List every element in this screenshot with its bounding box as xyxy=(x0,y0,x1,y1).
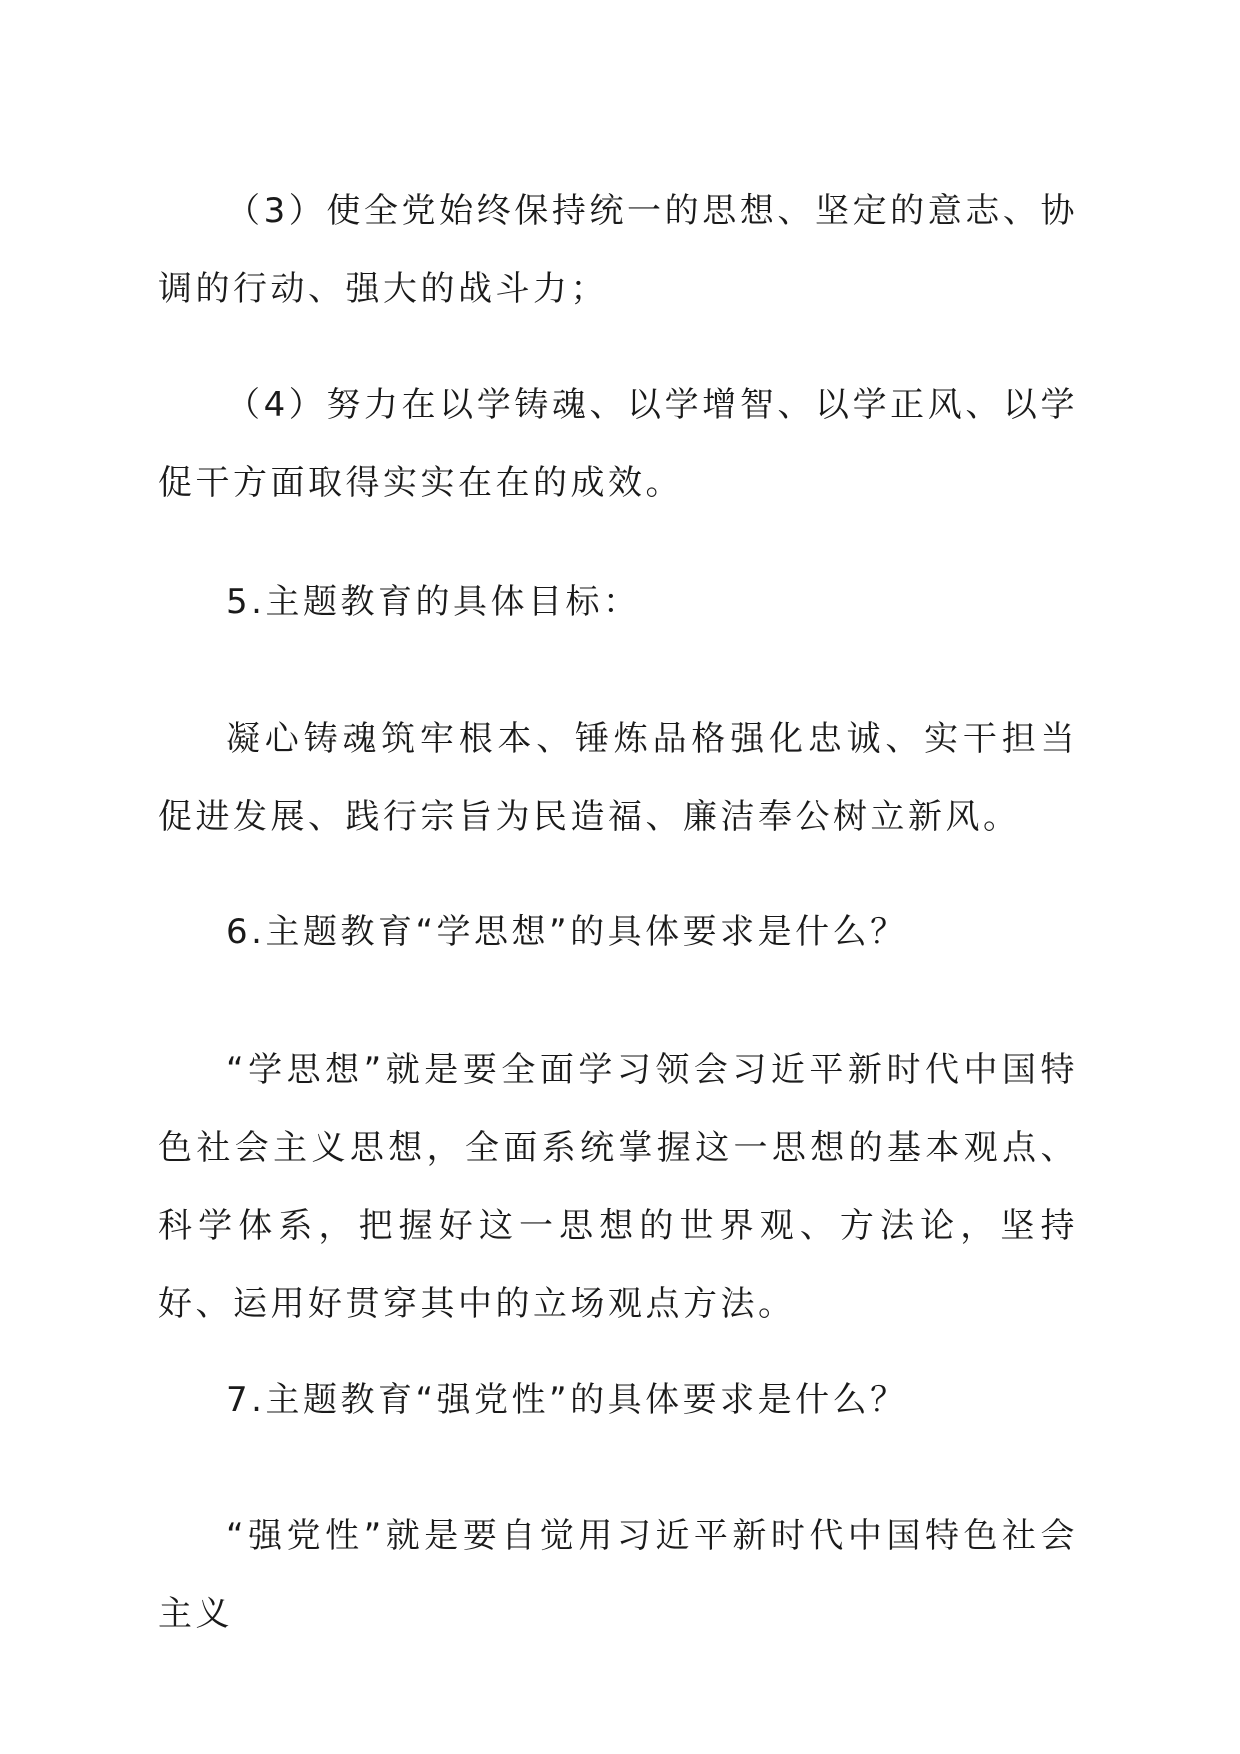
paragraph-section-7-body: “强党性”就是要自觉用习近平新时代中国特色社会主义 xyxy=(158,1516,1078,1634)
heading-section-5: 5.主题教育的具体目标： xyxy=(226,582,641,622)
paragraph-section-6-body: “学思想”就是要全面学习领会习近平新时代中国特色社会主义思想，全面系统掌握这一思想的基本观点、科学体系，把握好这一思想的世界观、方法论，坚持好、运用好贯穿其中的立场观点方法。 xyxy=(158,1050,1078,1324)
paragraph-point-4: （4）努力在以学铸魂、以学增智、以学正风、以学促干方面取得实实在在的成效。 xyxy=(158,385,1078,503)
paragraph-point-3: （3）使全党始终保持统一的思想、坚定的意志、协调的行动、强大的战斗力； xyxy=(158,191,1078,309)
paragraph-section-5-body: 凝心铸魂筑牢根本、锤炼品格强化忠诚、实干担当促进发展、践行宗旨为民造福、廉洁奉公树立新风。 xyxy=(158,719,1078,837)
heading-section-6: 6.主题教育“学思想”的具体要求是什么？ xyxy=(226,912,908,952)
heading-section-7: 7.主题教育“强党性”的具体要求是什么？ xyxy=(226,1380,908,1420)
